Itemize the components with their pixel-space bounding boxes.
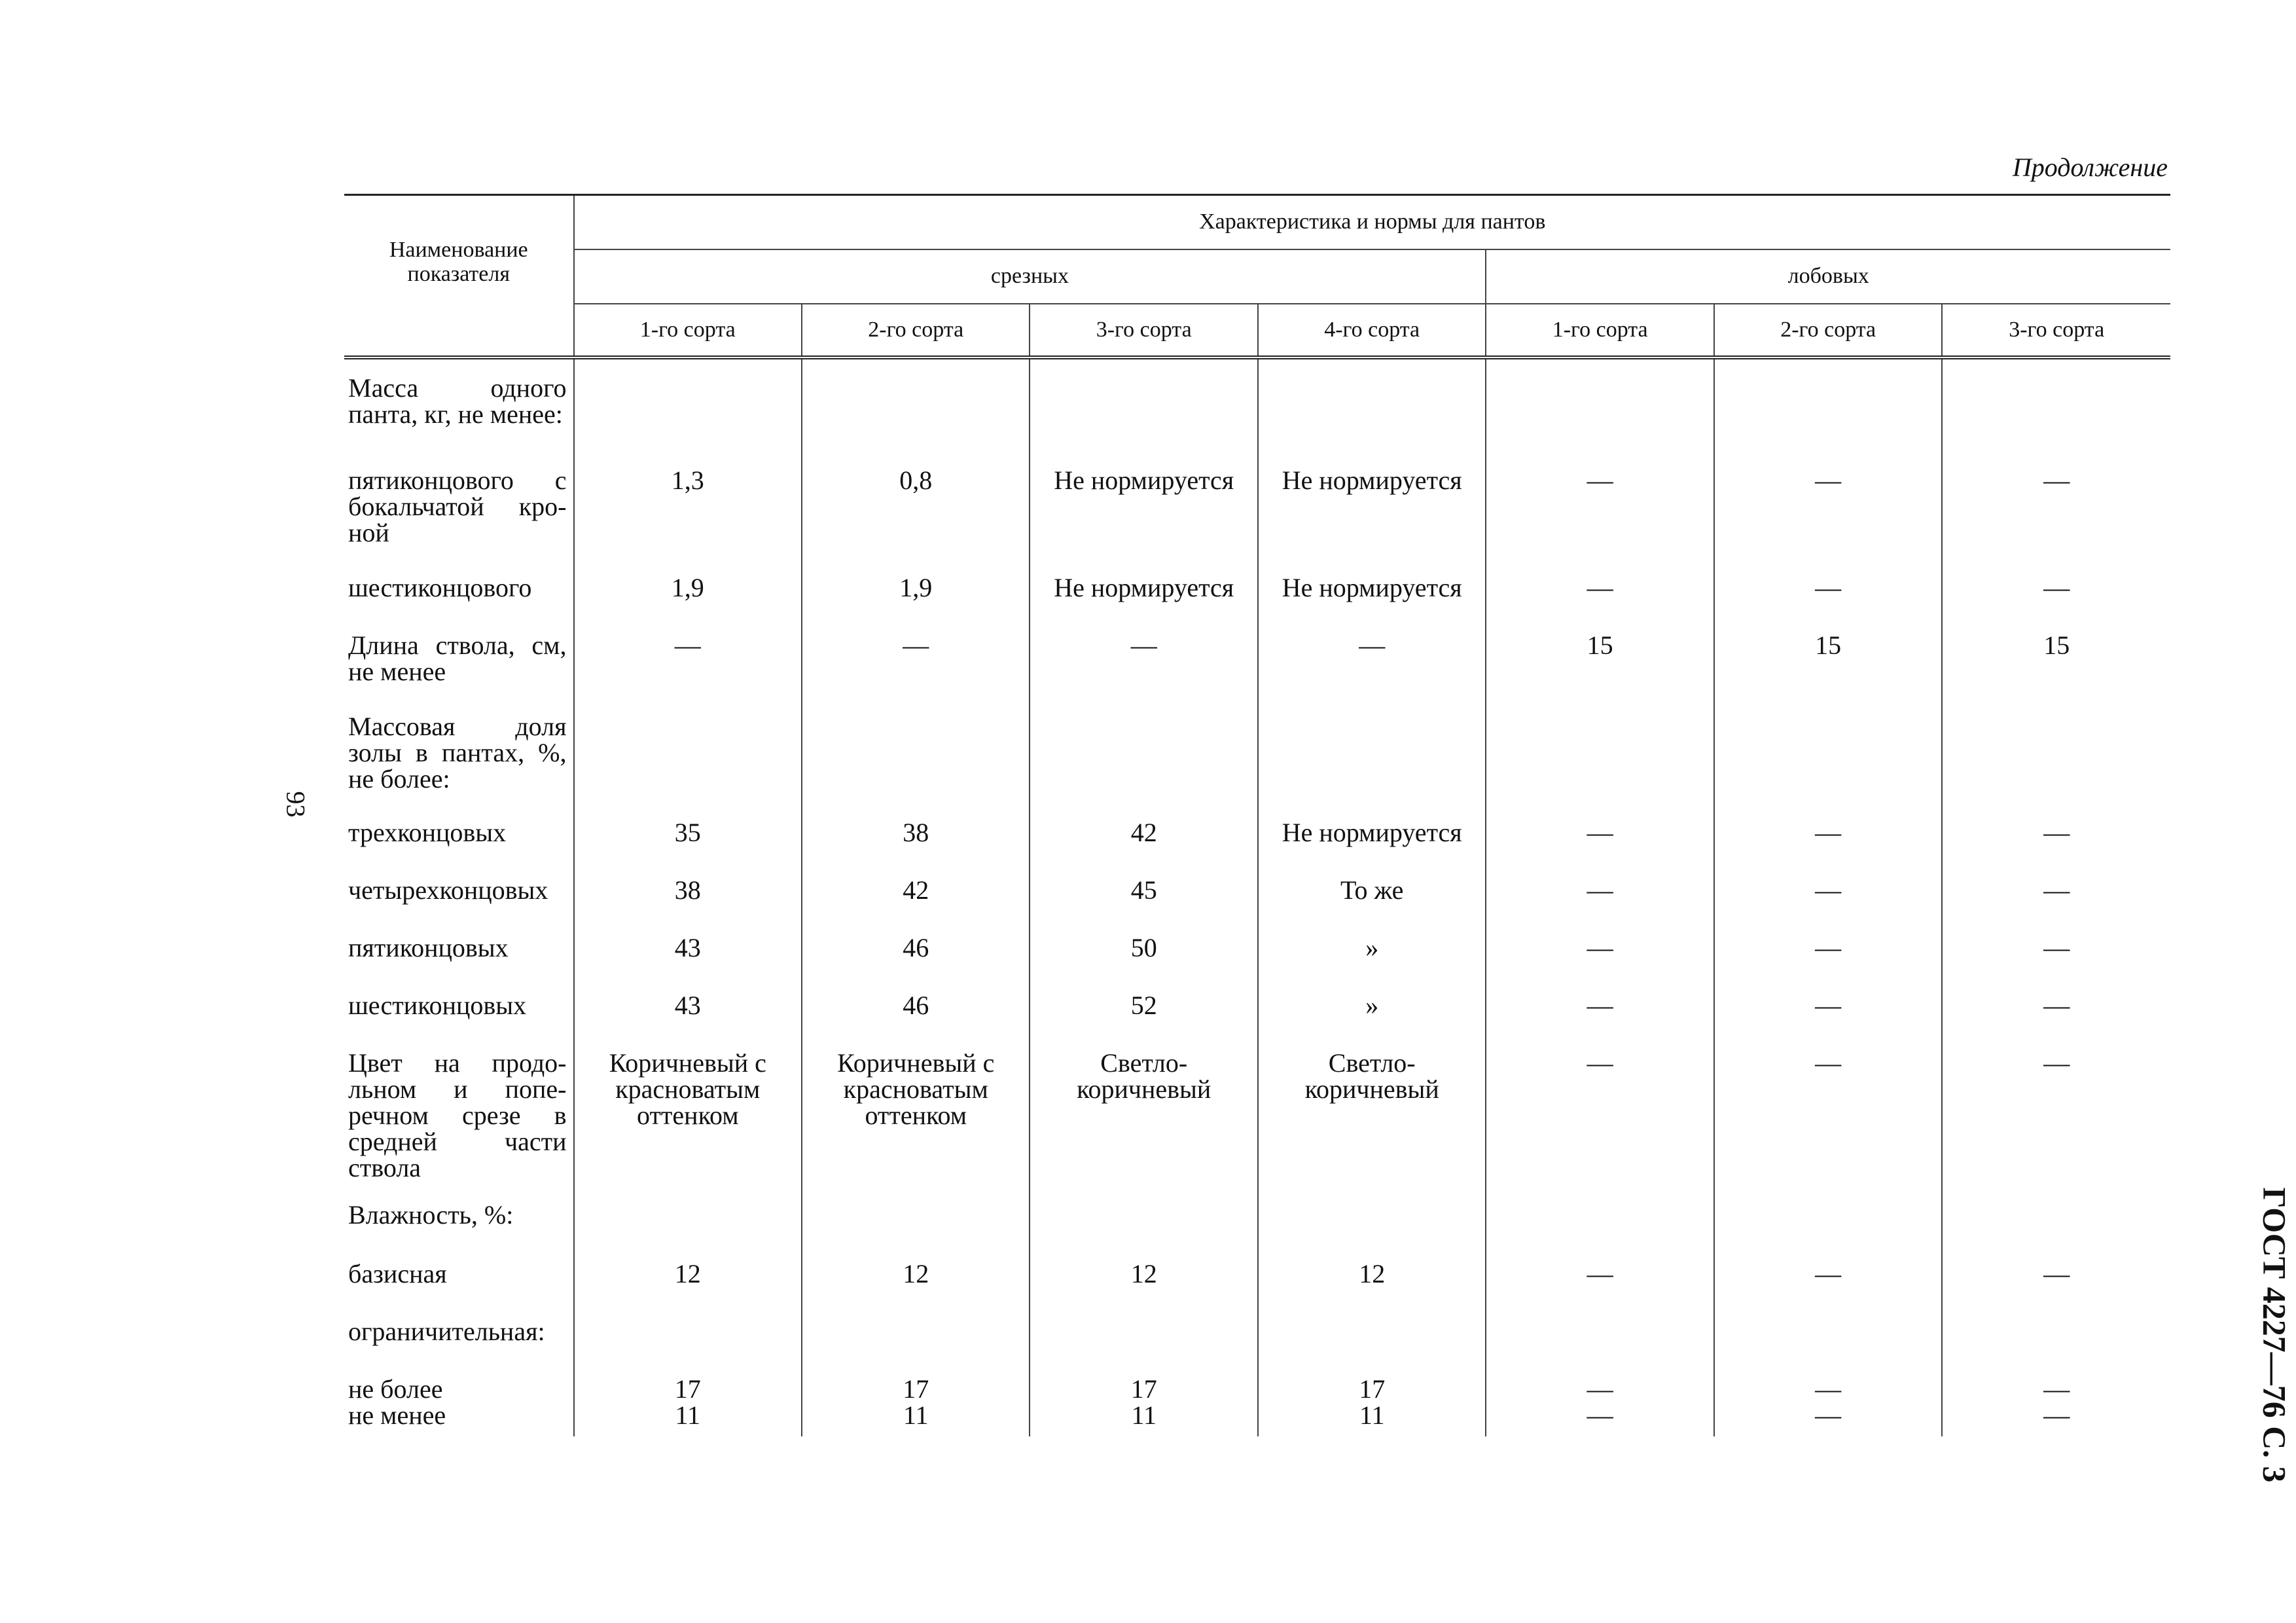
row-label: Влажность, %: — [348, 1199, 514, 1230]
row-value: 46 — [802, 993, 1030, 1050]
row-value: — — [1486, 1376, 1713, 1402]
row-value: — — [1942, 877, 2170, 935]
row-value — [1486, 714, 1713, 820]
row-value: 35 — [574, 820, 802, 877]
row-value: » — [1258, 935, 1486, 993]
row-value: — — [1714, 993, 1942, 1050]
row-value: — — [1942, 467, 2170, 575]
page-number: 93 — [281, 791, 311, 818]
row-label: ограничительная: — [348, 1316, 545, 1346]
table-body — [344, 357, 2170, 1436]
header-grade: 2-го сорта — [1714, 304, 1942, 357]
row-value — [1486, 1202, 1713, 1261]
row-value: 11 — [1258, 1402, 1486, 1436]
row-label: не более — [348, 1374, 443, 1404]
row-value — [1258, 714, 1486, 820]
row-value: — — [1714, 1050, 1942, 1202]
row-value: 50 — [1030, 935, 1257, 993]
row-value: Не нормируется — [1030, 467, 1257, 575]
row-value — [1486, 1319, 1713, 1376]
header-grade: 3-го сорта — [1030, 304, 1257, 357]
row-value: 15 — [1486, 632, 1713, 714]
norms-table — [344, 194, 2170, 1436]
row-label: пятиконцового с бокальчатой кроной — [348, 465, 567, 547]
row-value: — — [1942, 1261, 2170, 1319]
header-group-all: Характеристика и нормы для пантов — [574, 195, 2171, 249]
row-value: 11 — [802, 1402, 1030, 1436]
row-value: 17 — [574, 1376, 802, 1402]
row-label: шестиконцовых — [348, 990, 527, 1020]
row-value: 12 — [1030, 1261, 1257, 1319]
row-value: Коричневый с красноватым оттенком — [802, 1050, 1030, 1202]
header-group-frontal: лобовых — [1486, 249, 2170, 304]
row-label: шестиконцового — [348, 572, 532, 602]
row-value: — — [1486, 820, 1713, 877]
row-value: — — [1486, 1050, 1713, 1202]
table-row — [344, 1402, 2170, 1436]
row-value: 45 — [1030, 877, 1257, 935]
table-row — [344, 1202, 2170, 1261]
table-row — [344, 993, 2170, 1050]
row-value — [1258, 1202, 1486, 1261]
row-value: — — [1714, 820, 1942, 877]
row-value: — — [1714, 877, 1942, 935]
row-value: 12 — [1258, 1261, 1486, 1319]
row-value — [1486, 357, 1713, 467]
row-value: Светло-коричневый — [1258, 1050, 1486, 1202]
row-value — [1030, 1319, 1257, 1376]
row-value: — — [1486, 1261, 1713, 1319]
row-value: — — [1258, 632, 1486, 714]
row-value: — — [1942, 820, 2170, 877]
row-value: 11 — [574, 1402, 802, 1436]
row-value: 1,9 — [802, 575, 1030, 632]
table-row — [344, 1319, 2170, 1376]
row-value — [1714, 1319, 1942, 1376]
row-value — [1258, 357, 1486, 467]
row-label: четырехконцовых — [348, 875, 548, 905]
header-grade: 3-го сорта — [1942, 304, 2170, 357]
row-value: 43 — [574, 935, 802, 993]
row-value: — — [1942, 993, 2170, 1050]
row-value: — — [574, 632, 802, 714]
row-value — [1714, 714, 1942, 820]
row-label: Цвет на продольном и поперечном срезе в средней части ствола — [348, 1048, 567, 1182]
table-row — [344, 575, 2170, 632]
row-label: не менее — [348, 1400, 446, 1430]
row-value: 12 — [574, 1261, 802, 1319]
row-value — [574, 357, 802, 467]
row-value — [1258, 1319, 1486, 1376]
row-value: 12 — [802, 1261, 1030, 1319]
table-row — [344, 467, 2170, 575]
row-value: 42 — [802, 877, 1030, 935]
row-value: 17 — [1030, 1376, 1257, 1402]
row-value — [1942, 1202, 2170, 1261]
row-value — [1942, 357, 2170, 467]
table-row — [344, 820, 2170, 877]
row-value: — — [1942, 575, 2170, 632]
row-value — [802, 357, 1030, 467]
row-value: 1,9 — [574, 575, 802, 632]
row-value: 46 — [802, 935, 1030, 993]
row-value: — — [1714, 935, 1942, 993]
row-label: базисная — [348, 1258, 447, 1288]
row-value: — — [1714, 1261, 1942, 1319]
row-value: — — [1486, 467, 1713, 575]
row-value — [1030, 1202, 1257, 1261]
header-group-cut: срезных — [574, 249, 1486, 304]
row-value: 0,8 — [802, 467, 1030, 575]
row-value: Светло-коричневый — [1030, 1050, 1257, 1202]
row-value — [802, 714, 1030, 820]
row-value: — — [1486, 935, 1713, 993]
row-value: — — [1486, 1402, 1713, 1436]
header-indicator: Наименование показателя — [344, 195, 574, 357]
row-value: То же — [1258, 877, 1486, 935]
table-row — [344, 1050, 2170, 1202]
table-row — [344, 935, 2170, 993]
row-value: 17 — [802, 1376, 1030, 1402]
header-grade: 1-го сорта — [1486, 304, 1713, 357]
row-value: 17 — [1258, 1376, 1486, 1402]
row-value — [1030, 714, 1257, 820]
table-row — [344, 877, 2170, 935]
row-value: 42 — [1030, 820, 1257, 877]
row-value — [574, 1202, 802, 1261]
table-row — [344, 1261, 2170, 1319]
row-value: — — [1030, 632, 1257, 714]
row-value — [1942, 714, 2170, 820]
header-grade: 4-го сорта — [1258, 304, 1486, 357]
row-value: Не нормируется — [1258, 575, 1486, 632]
header-grade: 2-го сорта — [802, 304, 1030, 357]
table-row — [344, 1376, 2170, 1402]
row-label: Длина ствола, см, не менее — [348, 630, 567, 686]
row-label: Масса одного панта, кг, не менее: — [348, 373, 567, 429]
row-value: — — [1942, 1050, 2170, 1202]
row-value: — — [1486, 877, 1713, 935]
row-value: Не нормируется — [1030, 575, 1257, 632]
header-grade: 1-го сорта — [574, 304, 802, 357]
row-value: 15 — [1942, 632, 2170, 714]
row-value — [574, 714, 802, 820]
row-value: — — [1942, 1402, 2170, 1436]
row-value: — — [1714, 1376, 1942, 1402]
row-value — [1030, 357, 1257, 467]
row-value — [1714, 1202, 1942, 1261]
row-value: 38 — [574, 877, 802, 935]
row-value: — — [1714, 467, 1942, 575]
row-label: трехконцовых — [348, 817, 507, 847]
row-value — [1942, 1319, 2170, 1376]
continued-label: Продолжение — [2012, 153, 2168, 182]
row-value: — — [1714, 575, 1942, 632]
row-label: Массовая доля золы в пантах, %, не более: — [348, 711, 567, 793]
row-value — [802, 1319, 1030, 1376]
row-value: » — [1258, 993, 1486, 1050]
row-value: — — [1714, 1402, 1942, 1436]
row-value: Не нормируется — [1258, 820, 1486, 877]
table-row — [344, 357, 2170, 467]
table-row — [344, 632, 2170, 714]
row-value: — — [1486, 993, 1713, 1050]
row-value: 11 — [1030, 1402, 1257, 1436]
row-value: 15 — [1714, 632, 1942, 714]
row-value: — — [1942, 1376, 2170, 1402]
row-value — [1714, 357, 1942, 467]
row-value: — — [1486, 575, 1713, 632]
row-value: 43 — [574, 993, 802, 1050]
table-row — [344, 714, 2170, 820]
row-value — [574, 1319, 802, 1376]
row-value — [802, 1202, 1030, 1261]
row-value: — — [802, 632, 1030, 714]
row-value: — — [1942, 935, 2170, 993]
row-value: 38 — [802, 820, 1030, 877]
row-value: 1,3 — [574, 467, 802, 575]
document-reference: ГОСТ 4227—76 С. 3 — [2256, 1187, 2293, 1483]
row-value: Коричневый с красноватым оттенком — [574, 1050, 802, 1202]
row-value: 52 — [1030, 993, 1257, 1050]
row-label: пятиконцовых — [348, 932, 509, 962]
row-value: Не нормируется — [1258, 467, 1486, 575]
